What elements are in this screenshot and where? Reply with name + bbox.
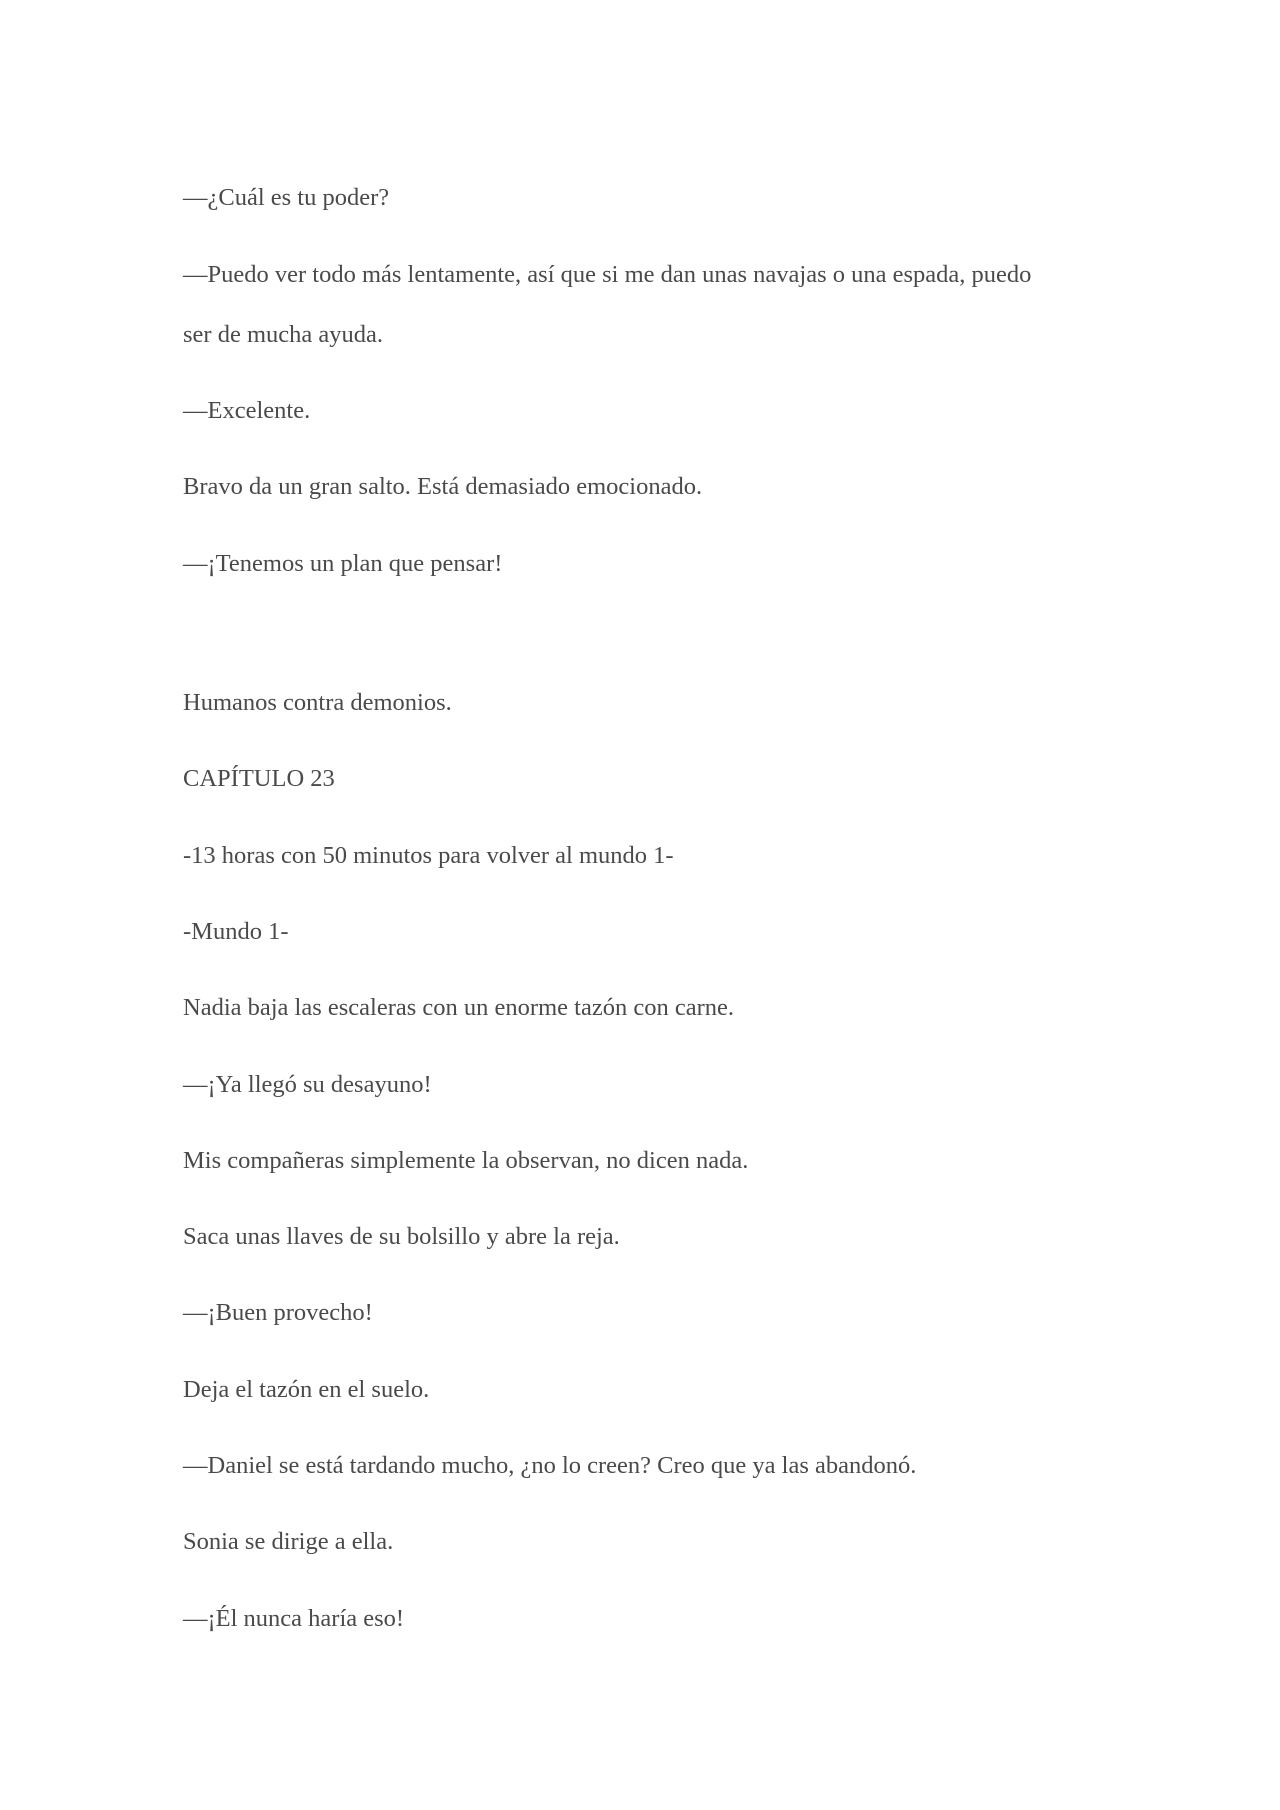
narration-line: Sonia se dirige a ella. [183,1528,394,1555]
narration-line: Saca unas llaves de su bolsillo y abre la reja. [183,1223,620,1250]
narration-line: Bravo da un gran salto. Está demasiado emocionado. [183,473,703,500]
dialogue-line: —Daniel se está tardando mucho, ¿no lo creen? Creo que ya las abandonó. [183,1452,917,1479]
timer-line: -13 horas con 50 minutos para volver al mundo 1- [183,842,674,869]
dialogue-line: —¡Él nunca haría eso! [183,1605,405,1632]
dialogue-line: —¡Tenemos un plan que pensar! [183,550,503,577]
dialogue-line: —Puedo ver todo más lentamente, así que si me dan unas navajas o una espada, puedo [183,261,1032,288]
narration-line: Deja el tazón en el suelo. [183,1376,430,1403]
chapter-heading: CAPÍTULO 23 [183,765,335,792]
dialogue-line-continuation: ser de mucha ayuda. [183,321,383,348]
dialogue-line: —¿Cuál es tu poder? [183,184,390,211]
section-title: Humanos contra demonios. [183,689,452,716]
narration-line: Mis compañeras simplemente la observan, no dicen nada. [183,1147,749,1174]
dialogue-line: —Excelente. [183,397,311,424]
location-line: -Mundo 1- [183,918,289,945]
narration-line: Nadia baja las escaleras con un enorme tazón con carne. [183,994,734,1021]
dialogue-line: —¡Buen provecho! [183,1299,373,1326]
dialogue-line: —¡Ya llegó su desayuno! [183,1071,432,1098]
